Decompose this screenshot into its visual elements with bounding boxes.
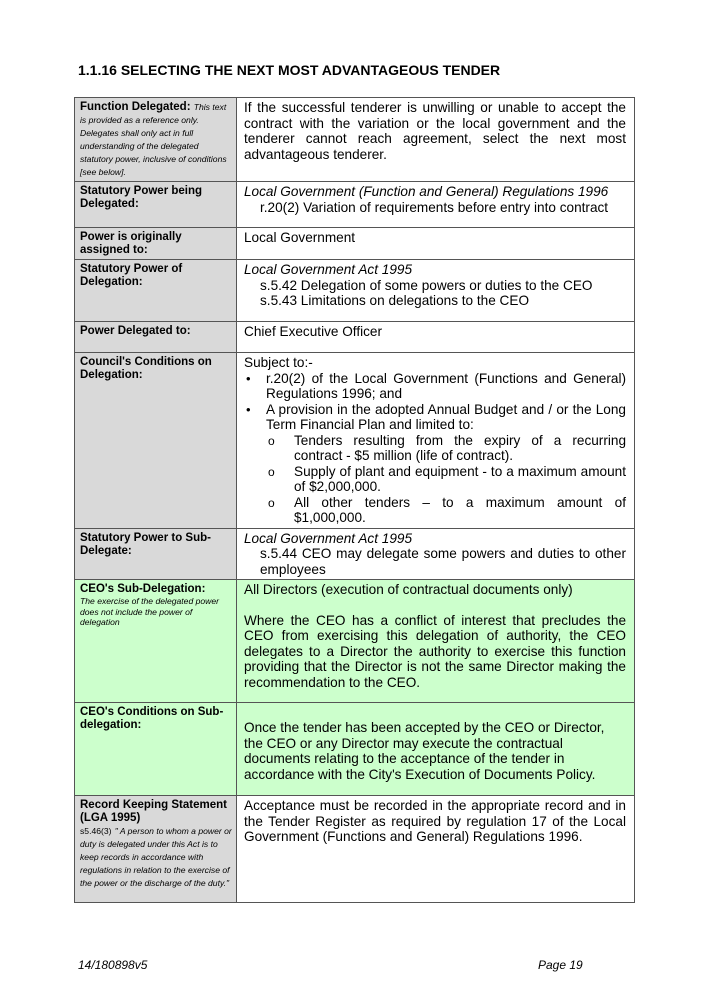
delegation-table (74, 97, 635, 903)
ceo-conditions-text: Once the tender has been accepted by the CEO or Director, the CEO or any Director may execute the contractual documents relating to the acceptance of the tender in accordance with the City's Execution of Documents Policy. (244, 720, 605, 782)
row-statutory-power (75, 182, 635, 228)
label-cell (75, 796, 237, 903)
label-statutory-power: Statutory Power being Delegated: (80, 185, 203, 210)
row-ceo-sub-delegation (75, 580, 635, 703)
label-delegated-to: Power Delegated to: (80, 325, 191, 337)
statutory-power-act: Local Government (Function and General) Regulations 1996 (244, 184, 609, 199)
label-ceo-sub-delegation: CEO's Sub-Delegation: (80, 583, 206, 595)
delegation-section-1: s.5.42 Delegation of some powers or duties to the CEO (260, 277, 593, 293)
label-function-delegated: Function Delegated: (80, 101, 191, 113)
value-cell (237, 580, 635, 703)
delegation-act: Local Government Act 1995 (244, 262, 413, 277)
label-power-of-delegation: Statutory Power of Delegation: (80, 263, 183, 288)
conditions-bullet-1: • r.20(2) of the Local Government (Functions and General) Regulations 1996; and (266, 371, 626, 402)
value-cell (237, 182, 635, 228)
label-sub-delegate-power: Statutory Power to Sub-Delegate: (80, 531, 211, 557)
label-cell (75, 98, 237, 182)
delegation-section-2: s.5.43 Limitations on delegations to the CEO (260, 293, 530, 308)
label-cell (75, 703, 237, 796)
label-cell (75, 260, 237, 322)
conditions-bullet-2 (266, 402, 626, 526)
label-cell (75, 353, 237, 529)
conditions-sub-2: o Supply of plant and equipment - to a maximum amount of $2,000,000. (294, 464, 626, 495)
footer-page-number: Page 19 (538, 958, 583, 972)
label-cell (75, 580, 237, 703)
row-sub-delegate-power (75, 528, 635, 580)
label-note-ceo-sub-delegation: The exercise of the delegated power does not include the power of delegation (80, 596, 220, 627)
assigned-to-value: Local Government (237, 228, 635, 260)
sub-delegate-act: Local Government Act 1995 (244, 530, 413, 546)
value-cell (237, 703, 635, 796)
conditions-bullet-2-text: A provision in the adopted Annual Budget and / or the Long Term Financial Plan and limited to: (266, 401, 626, 432)
ceo-sub-delegation-paragraph: Where the CEO has a conflict of interest that precludes the CEO from exercising this delegation of authority, the CEO delegates to a Director the authority to exercise this function providing that the Director is not the same Director making the recommendation to the CEO. (244, 612, 626, 690)
label-note-function: This text is provided as a reference only. Delegates shall only act in full understanding of the delegated statutory power, inclusive of conditions [see below]. (80, 102, 227, 177)
section-heading: 1.1.16 SELECTING THE NEXT MOST ADVANTAGEOUS TENDER (78, 62, 501, 78)
label-note-record-keeping: " A person to whom a power or duty is delegated under this Act is to keep records in accordance with regulations in relation to the exercise of the power or the discharge of the duty." (80, 826, 232, 888)
record-keeping-ref: s5.46(3) (80, 826, 112, 836)
conditions-sub-1: o Tenders resulting from the expiry of a recurring contract - $5 million (life of contract). (294, 433, 626, 464)
label-assigned-to: Power is originally assigned to: (80, 231, 182, 256)
row-power-of-delegation (75, 260, 635, 322)
conditions-sub-3: o All other tenders – to a maximum amount of $1,000,000. (294, 495, 626, 526)
value-cell (237, 353, 635, 529)
label-ceo-conditions: CEO's Conditions on Sub-delegation: (80, 706, 224, 731)
label-cell (75, 528, 237, 580)
row-ceo-conditions (75, 703, 635, 796)
function-description: If the successful tenderer is unwilling or unable to accept the contract with the variation or the local government and the tenderer cannot reach agreement, select the next most advantageous tenderer. (237, 98, 635, 182)
statutory-power-section: r.20(2) Variation of requirements before entry into contract (260, 199, 609, 215)
ceo-sub-delegation-line: All Directors (execution of contractual documents only) (244, 582, 573, 597)
delegated-to-value: Chief Executive Officer (237, 322, 635, 353)
row-council-conditions (75, 353, 635, 529)
row-record-keeping (75, 796, 635, 903)
value-cell (237, 260, 635, 322)
conditions-list (244, 371, 626, 526)
row-assigned-to (75, 228, 635, 260)
footer-doc-ref: 14/180898v5 (78, 958, 148, 972)
label-record-keeping: Record Keeping Statement (LGA 1995) (80, 799, 227, 824)
label-cell (75, 228, 237, 260)
label-cell (75, 322, 237, 353)
record-keeping-text: Acceptance must be recorded in the appropriate record and in the Tender Register as required by regulation 17 of the Local Government (Functions and General) Regulations 1996. (237, 796, 635, 903)
sub-delegate-section: s.5.44 CEO may delegate some powers and duties to other employees (260, 546, 626, 577)
row-function-delegated (75, 98, 635, 182)
conditions-sublist (266, 433, 626, 526)
label-council-conditions: Council's Conditions on Delegation: (80, 356, 212, 381)
row-delegated-to (75, 322, 635, 353)
value-cell (237, 528, 635, 580)
label-cell (75, 182, 237, 228)
conditions-intro: Subject to:- (244, 355, 313, 370)
